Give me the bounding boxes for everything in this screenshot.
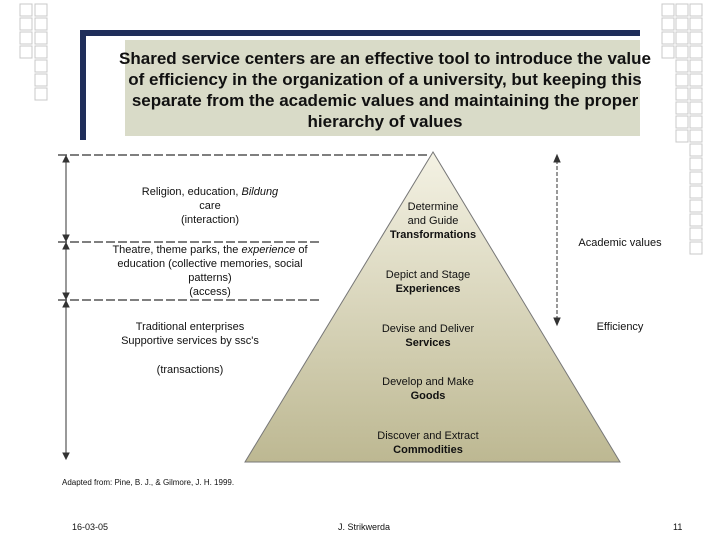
pyramid-level-services: Devise and Deliver Services (381, 323, 475, 349)
pyramid-level-goods: Develop and Make Goods (382, 376, 474, 402)
left-group-interaction: Religion, education, Bildung care (interaction) (141, 186, 279, 226)
left-group-transactions: Traditional enterprises Supportive services by ssc's (121, 321, 259, 347)
academic-values-label: Academic values (578, 237, 662, 249)
left-group-transactions-tag: (transactions) (156, 364, 224, 376)
pyramid-shape (245, 152, 620, 462)
pyramid-level-transformations: Determine and Guide Transformations (389, 201, 477, 241)
source-citation: Adapted from: Pine, B. J., & Gilmore, J. H. 1999. (62, 478, 235, 487)
slide-title: Shared service centers are an effective tool to introduce the value of efficiency in the organization of a university, but keeping this separate from the academic values and maintaining the proper hierarchy of values (119, 49, 651, 131)
footer-author: J. Strikwerda (338, 522, 391, 532)
pyramid-level-experiences: Depict and Stage Experiences (385, 269, 471, 295)
footer-page-number: 11 (673, 522, 683, 532)
efficiency-label: Efficiency (596, 321, 644, 333)
footer-date: 16-03-05 (72, 522, 109, 532)
pyramid-level-commodities: Discover and Extract Commodities (377, 430, 479, 456)
left-group-access: Theatre, theme parks, the experience of education (collective memories, social patterns) (access) (112, 244, 308, 298)
right-arrow (554, 155, 560, 325)
left-arrows (63, 156, 69, 459)
